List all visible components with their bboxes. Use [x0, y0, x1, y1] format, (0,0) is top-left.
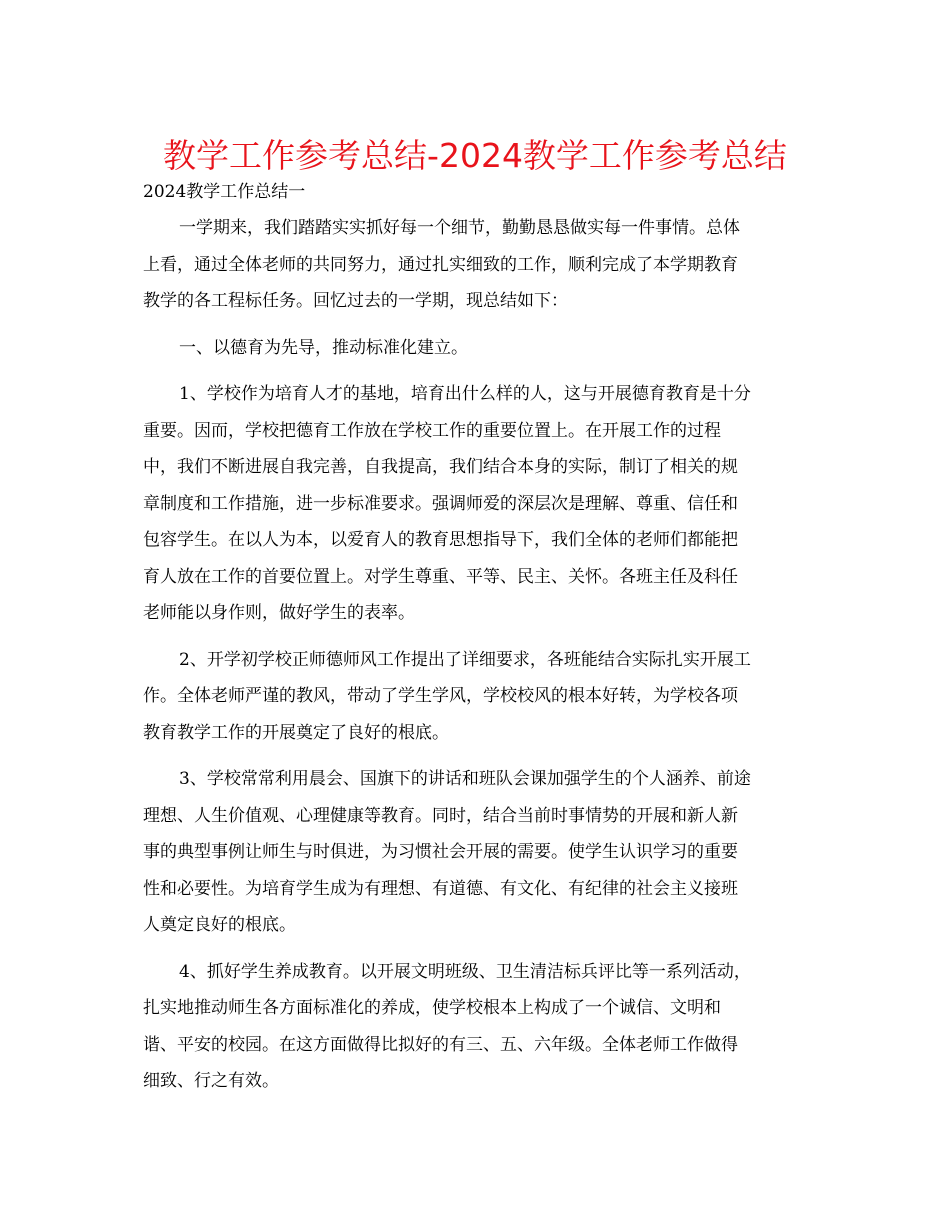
- paragraph-line: 老师能以身作则，做好学生的表率。: [143, 603, 415, 623]
- document-subtitle: 2024教学工作总结一: [143, 182, 306, 202]
- paragraph-intro: [143, 210, 807, 320]
- paragraph-item-3: [143, 761, 807, 944]
- paragraph-item-4: [143, 954, 807, 1100]
- paragraph-line: 章制度和工作措施，进一步标准要求。强调师爱的深层次是理解、尊重、信任和: [143, 493, 738, 514]
- paragraph-line: 谐、平安的校园。在这方面做得比拟好的有三、五、六年级。全体老师工作做得: [143, 1034, 738, 1055]
- paragraph-line: 包容学生。在以人为本，以爱育人的教育思想指导下，我们全体的老师们都能把: [143, 530, 738, 550]
- paragraph-line: 4、抓好学生养成教育。以开展文明班级、卫生清洁标兵评比等一系列活动，: [179, 961, 751, 982]
- paragraph-line: 教育教学工作的开展奠定了良好的根底。: [143, 722, 449, 743]
- paragraph-line: 扎实地推动师生各方面标准化的养成，使学校根本上构成了一个诚信、文明和: [143, 998, 721, 1018]
- paragraph-line: 性和必要性。为培育学生成为有理想、有道德、有文化、有纪律的社会主义接班: [143, 878, 738, 899]
- paragraph-line: 人奠定良好的根底。: [143, 915, 296, 935]
- document-body: [143, 210, 807, 1110]
- paragraph-line: 细致、行之有效。: [143, 1071, 279, 1091]
- paragraph-line: 1、学校作为培育人才的基地，培育出什么样的人，这与开展德育教育是十分: [179, 384, 751, 404]
- document-title: 教学工作参考总结-2024教学工作参考总结: [163, 136, 787, 175]
- paragraph-line: 3、学校常常利用晨会、国旗下的讲话和班队会课加强学生的个人涵养、前途: [179, 769, 751, 789]
- paragraph-line: 中，我们不断进展自我完善，自我提高，我们结合本身的实际，制订了相关的规: [143, 457, 738, 477]
- section-heading-moral-education: [143, 330, 807, 367]
- paragraph-line: 2、开学初学校正师德师风工作提出了详细要求，各班能结合实际扎实开展工: [179, 649, 751, 670]
- paragraph-line: 事的典型事例让师生与时俱进，为习惯社会开展的需要。使学生认识学习的重要: [143, 842, 738, 862]
- paragraph-line: 育人放在工作的首要位置上。对学生尊重、平等、民主、关怀。各班主任及科任: [143, 566, 738, 587]
- paragraph-item-1: [143, 376, 807, 632]
- paragraph-line: 作。全体老师严谨的教风，带动了学生学风，学校校风的根本好转，为学校各项: [143, 686, 738, 706]
- paragraph-line: 一学期来，我们踏踏实实抓好每一个细节，勤勤恳恳做实每一件事情。总体: [179, 218, 740, 238]
- paragraph-line: 一、以德育为先导，推动标准化建立。: [179, 337, 468, 358]
- paragraph-line: 上看，通过全体老师的共同努力，通过扎实细致的工作，顺利完成了本学期教育: [143, 254, 738, 275]
- paragraph-line: 教学的各工程标任务。回忆过去的一学期，现总结如下：: [143, 291, 568, 311]
- paragraph-line: 理想、人生价值观、心理健康等教育。同时，结合当前时事情势的开展和新人新: [143, 805, 738, 826]
- paragraph-line: 重要。因而，学校把德育工作放在学校工作的重要位置上。在开展工作的过程: [143, 420, 721, 441]
- paragraph-item-2: [143, 642, 807, 752]
